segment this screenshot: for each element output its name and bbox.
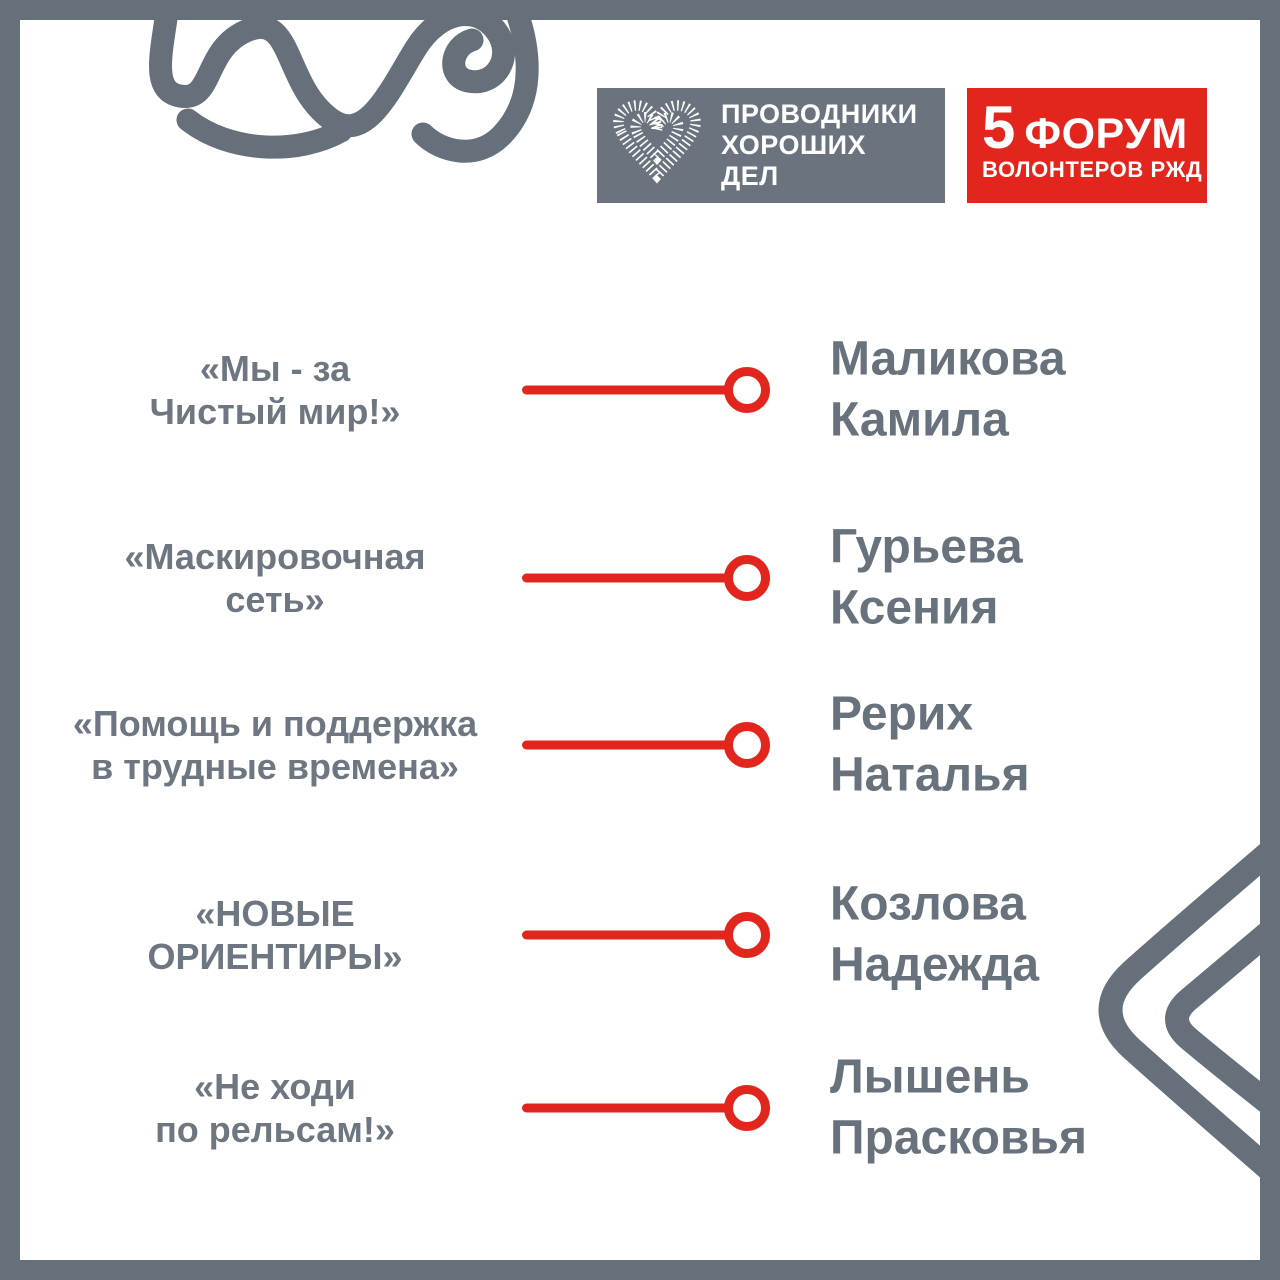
forum-badge-top bbox=[982, 96, 1207, 159]
connector-line bbox=[522, 741, 732, 750]
brand-title-line: ПРОВОДНИКИ bbox=[721, 99, 918, 130]
person-name bbox=[830, 874, 1039, 997]
pair-row bbox=[0, 855, 1280, 1015]
brand-badge bbox=[597, 88, 945, 203]
person-surname: Маликова bbox=[830, 332, 1066, 386]
project-title-line: «Маскировочная bbox=[124, 535, 426, 577]
connector bbox=[522, 555, 770, 601]
project-title-line: ОРИЕНТИРЫ» bbox=[147, 936, 403, 977]
connector bbox=[522, 367, 770, 413]
brand-title-line: ХОРОШИХ bbox=[721, 130, 867, 161]
project-title-line: «Помощь и поддержка bbox=[72, 702, 478, 744]
project-title bbox=[40, 702, 510, 788]
person-name bbox=[830, 329, 1066, 452]
connector-line bbox=[522, 1104, 732, 1113]
stitched-heart-icon bbox=[605, 96, 709, 196]
person-firstname: Надежда bbox=[830, 939, 1040, 992]
person-firstname: Прасковья bbox=[830, 1112, 1087, 1165]
connector-ring-icon bbox=[724, 367, 770, 413]
person-firstname: Наталья bbox=[830, 749, 1030, 802]
connector-line bbox=[522, 931, 732, 940]
heart-scribble-doodle-icon bbox=[161, 0, 528, 151]
forum-number: 5 bbox=[982, 94, 1016, 161]
forum-subtitle: ВОЛОНТЕРОВ РЖД bbox=[982, 157, 1203, 182]
project-title bbox=[40, 1065, 510, 1151]
person-surname: Козлова bbox=[830, 877, 1026, 931]
connector bbox=[522, 912, 770, 958]
pair-row bbox=[0, 665, 1280, 825]
connector-line bbox=[522, 574, 732, 583]
person-firstname: Камила bbox=[830, 394, 1009, 447]
person-name bbox=[830, 1047, 1087, 1170]
connector-ring-icon bbox=[724, 722, 770, 768]
project-title bbox=[40, 347, 510, 433]
project-title-line: по рельсам!» bbox=[155, 1109, 395, 1150]
project-title-line: в трудные времена» bbox=[91, 746, 459, 787]
person-surname: Рерих bbox=[830, 687, 974, 741]
connector-line bbox=[522, 386, 732, 395]
forum-title: ФОРУМ bbox=[1024, 110, 1188, 158]
person-surname: Гурьева bbox=[830, 520, 1023, 574]
forum-badge bbox=[967, 88, 1207, 203]
connector bbox=[522, 722, 770, 768]
project-title-line: «Не ходи bbox=[194, 1065, 356, 1107]
person-name bbox=[830, 684, 1030, 807]
person-surname: Лышень bbox=[830, 1050, 1030, 1104]
connector-ring-icon bbox=[724, 1085, 770, 1131]
connector-ring-icon bbox=[724, 912, 770, 958]
connector-ring-icon bbox=[724, 555, 770, 601]
pair-row bbox=[0, 498, 1280, 658]
brand-title-line: ДЕЛ bbox=[721, 160, 779, 191]
person-name bbox=[830, 517, 1023, 640]
project-title bbox=[40, 892, 510, 978]
person-firstname: Ксения bbox=[830, 582, 999, 635]
project-title-line: сеть» bbox=[225, 579, 325, 620]
brand-title bbox=[721, 99, 918, 191]
pair-row bbox=[0, 1028, 1280, 1188]
project-title-line: «НОВЫЕ bbox=[195, 892, 355, 934]
pair-row bbox=[0, 310, 1280, 470]
project-title bbox=[40, 535, 510, 621]
connector bbox=[522, 1085, 770, 1131]
project-title-line: Чистый мир!» bbox=[149, 391, 401, 432]
project-title-line: «Мы - за bbox=[199, 347, 351, 389]
